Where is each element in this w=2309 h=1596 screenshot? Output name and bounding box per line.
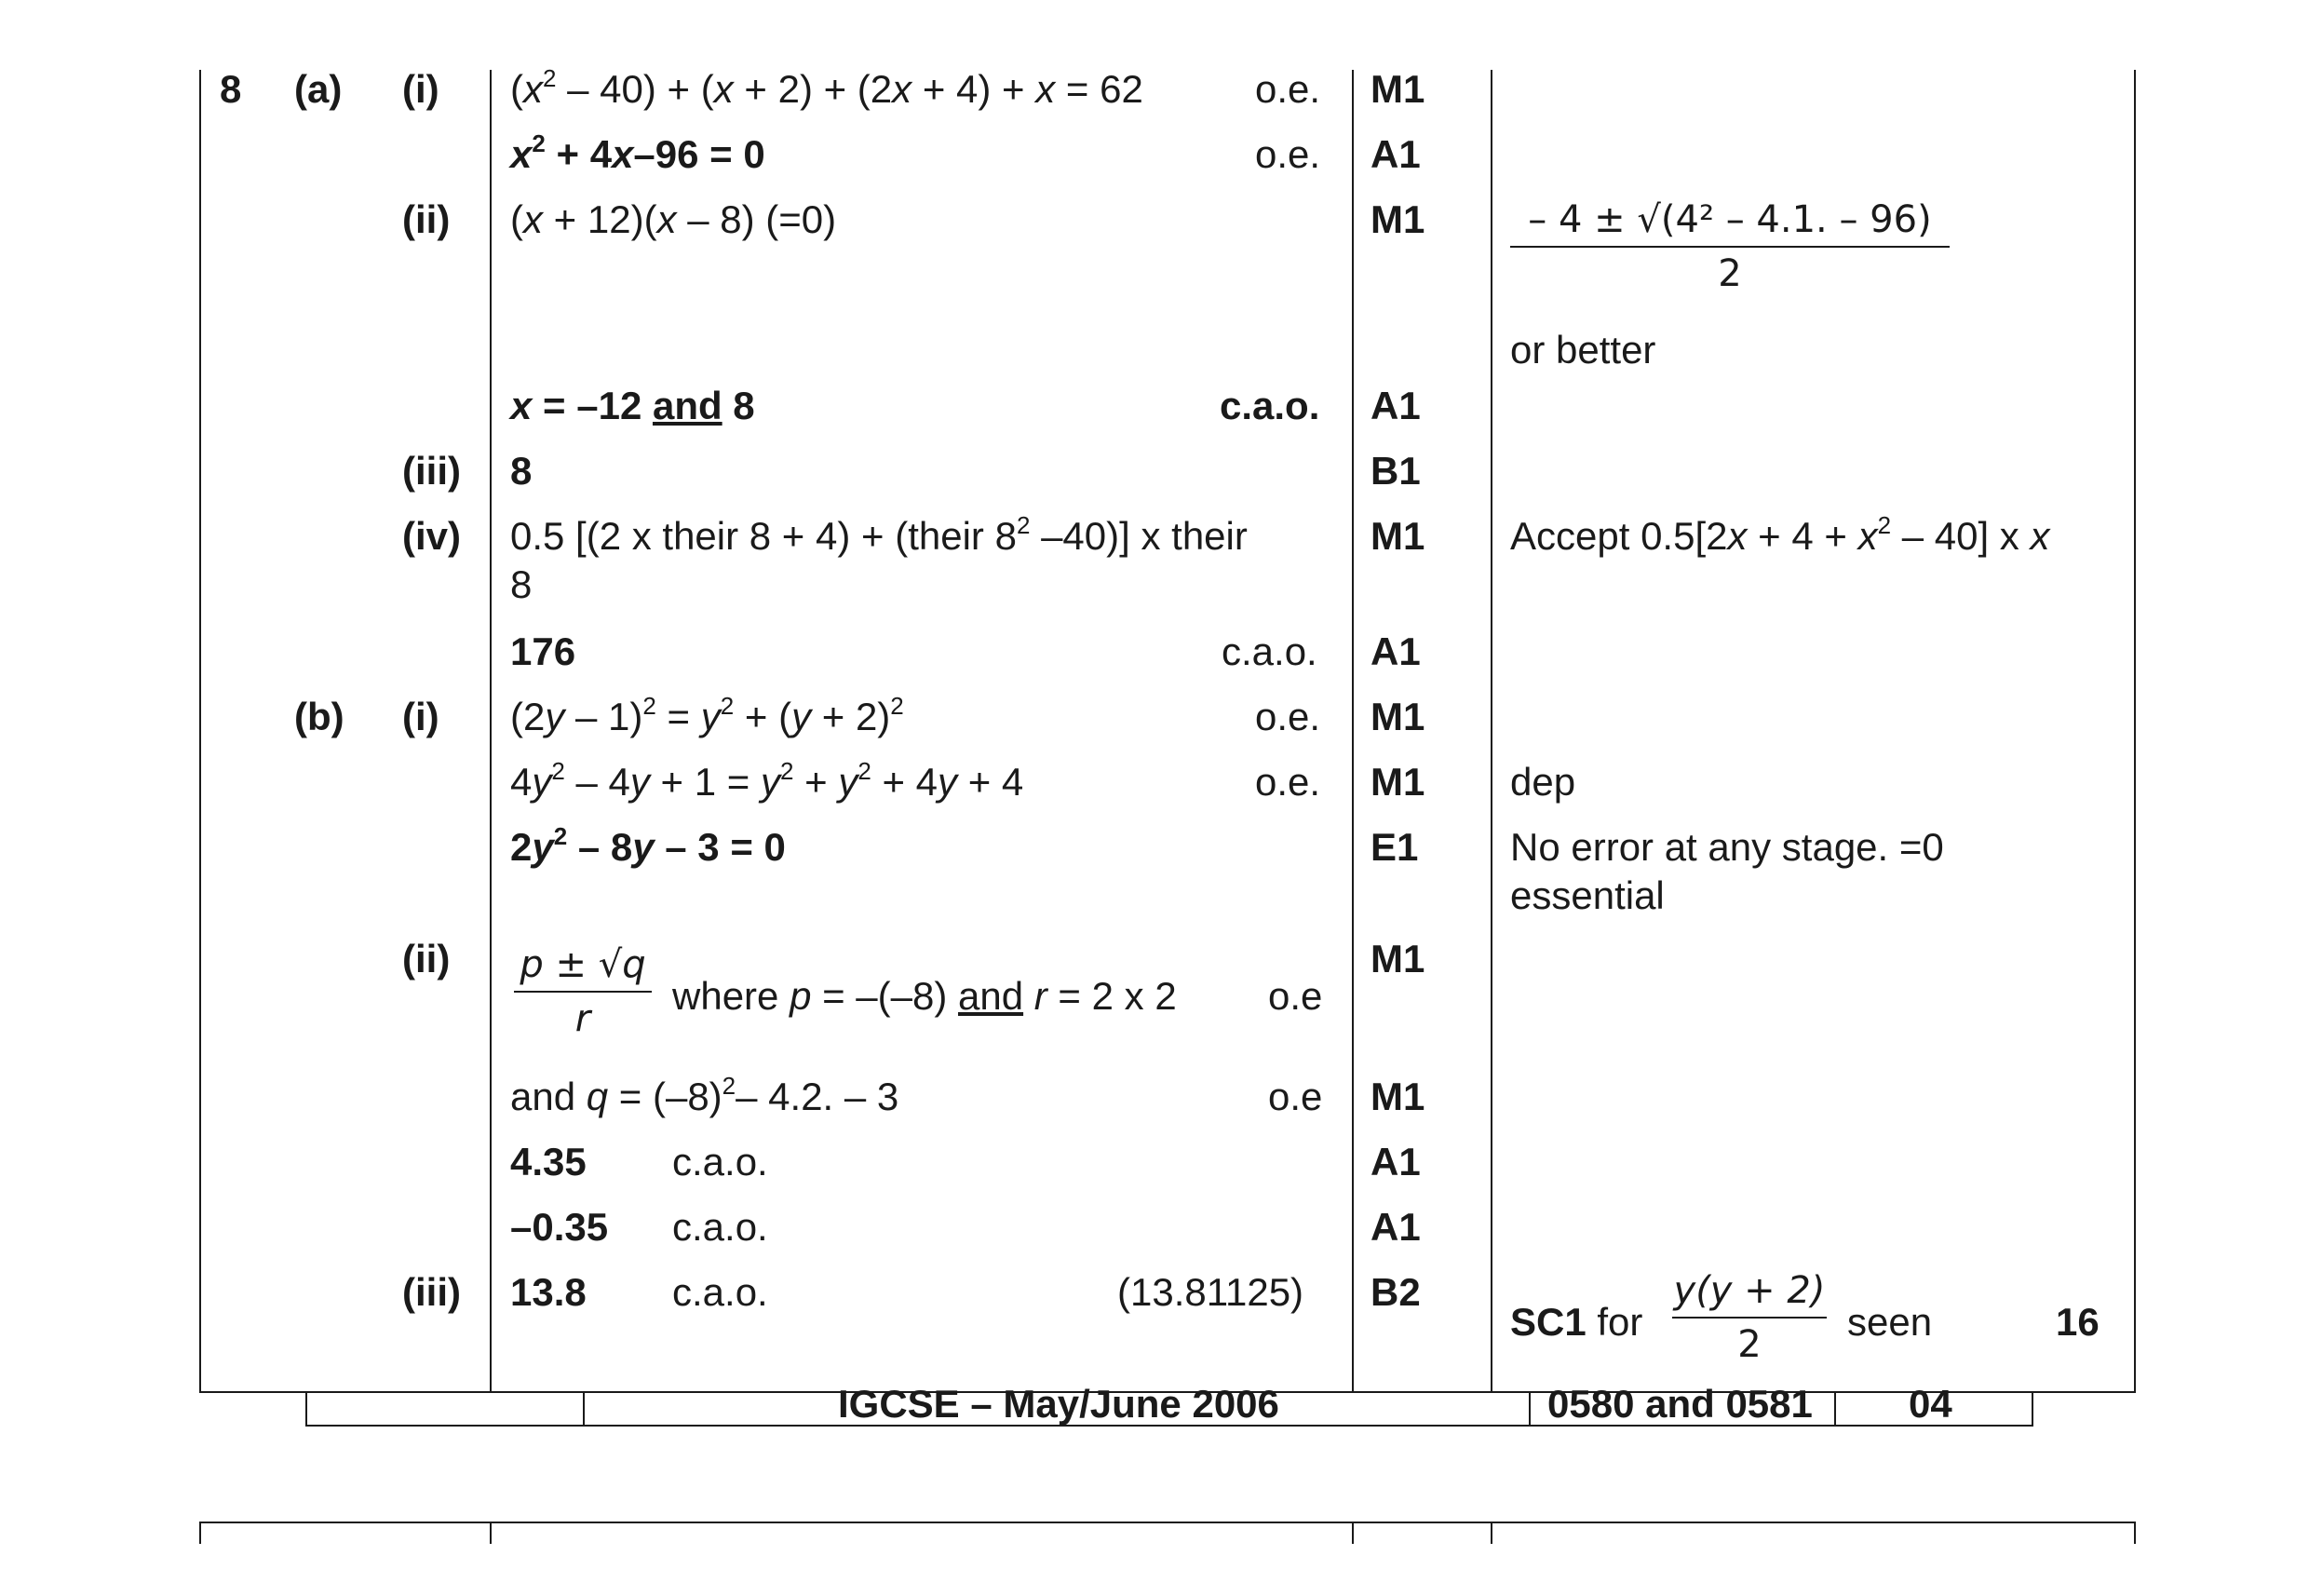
a-i-oe-2: o.e. [1255, 132, 1321, 176]
b-iii-special-case: SC1 for [1510, 1300, 1643, 1344]
b-ii-mark-2: M1 [1371, 1075, 1425, 1118]
a-ii-formula-numerator: – 4 ± √(4² – 4.1. – 96) [1528, 198, 1932, 241]
table-divider-2 [1352, 70, 1354, 1392]
a-i-simplified: $x^2 + 4x-96 = 0$ [510, 129, 765, 176]
b-iii-mark: B2 [1371, 1270, 1421, 1314]
a-iv-cao: c.a.o. [1222, 629, 1317, 673]
b-i-note-1: No error at any stage. =0 [1510, 825, 1944, 869]
b-i-expanded: $4y^2 - 4y + 1 = y^2 + y^2 + 4y + 4$ [510, 757, 1024, 804]
part-b-ii-label: (ii) [402, 937, 451, 981]
b-i-oe-2: o.e. [1255, 760, 1321, 804]
question-number: 8 [220, 67, 242, 111]
b-ii-formula-bar [514, 991, 652, 993]
footer-syllabus: 0580 and 0581 [1547, 1382, 1813, 1426]
footer-paper: 04 [1909, 1382, 1952, 1426]
a-ii-quadratic-formula [1510, 197, 1950, 296]
next-table-div-1 [490, 1522, 492, 1544]
a-ii-mark-1: M1 [1371, 197, 1425, 241]
b-ii-oe-1: o.e [1268, 974, 1323, 1018]
a-ii-cao: c.a.o. [1220, 384, 1320, 427]
next-table-left [199, 1522, 201, 1544]
part-a-i-label: (i) [402, 67, 439, 111]
b-i-dep-note: dep [1510, 760, 1576, 804]
a-iii-answer: 8 [510, 449, 533, 493]
b-iii-sc-fraction [1672, 1268, 1827, 1367]
b-ii-formula [514, 942, 652, 1041]
question-total: 16 [2056, 1300, 2100, 1344]
a-i-equation: $(x^2 - 40) + (x + 2) + (2x + 4) + x = 62$ [510, 64, 1143, 111]
b-ii-where-clause: where p = –(–8) and r = 2 x 2 [672, 974, 1177, 1018]
b-iii-sc-bar [1672, 1317, 1827, 1319]
a-ii-formula-bar [1510, 246, 1950, 248]
footer-divider-2 [1529, 1391, 1531, 1427]
table-right-border [2134, 70, 2136, 1392]
table-divider-1 [490, 70, 492, 1392]
b-ii-q-value: and $q = (-8)^2-$ 4.2. – 3 [510, 1072, 899, 1118]
part-a-label: (a) [294, 67, 343, 111]
b-iii-sc-numerator: y(y + 2) [1673, 1269, 1826, 1312]
b-ii-formula-numerator: p ± √q [520, 943, 646, 986]
a-iv-mark-1: M1 [1371, 514, 1425, 558]
a-iv-mark-2: A1 [1371, 629, 1421, 673]
b-i-note-2: essential [1510, 873, 1665, 917]
b-iii-sc-denominator: 2 [1737, 1323, 1762, 1366]
part-a-iv-label: (iv) [402, 514, 461, 558]
next-table-right [2134, 1522, 2136, 1544]
a-i-mark-1: M1 [1371, 67, 1425, 111]
b-iii-cao: c.a.o. [672, 1270, 768, 1314]
a-iv-working: 0.5 [(2 x their 8 + 4) + (their $8^2$ –40)] x their [510, 511, 1248, 558]
b-ii-answer-2: –0.35 [510, 1205, 609, 1249]
b-ii-mark-4: A1 [1371, 1205, 1421, 1249]
b-i-pythagoras: $(2y - 1)^2 = y^2 + (y + 2)^2$ [510, 692, 904, 738]
footer-divider-3 [1834, 1391, 1836, 1427]
b-i-result: $2y^2 - 8y - 3 = 0$ [510, 822, 786, 869]
b-ii-mark-1: M1 [1371, 937, 1425, 981]
a-ii-answer: x = –12 and 8 [510, 384, 755, 427]
a-ii-formula-denominator: 2 [1718, 252, 1742, 295]
next-table-div-3 [1491, 1522, 1492, 1544]
a-iv-note: Accept $0.5[2x + 4 + x^2 - 40]$ x x [1510, 511, 2050, 558]
b-ii-answer-1: 4.35 [510, 1140, 587, 1183]
a-iv-working-cont: 8 [510, 562, 533, 606]
part-a-ii-label: (ii) [402, 197, 451, 241]
a-i-oe-1: o.e. [1255, 67, 1321, 111]
b-iii-seen: seen [1847, 1300, 1933, 1344]
footer-title: IGCSE – May/June 2006 [838, 1382, 1279, 1426]
b-ii-cao-1: c.a.o. [672, 1140, 768, 1183]
a-i-mark-2: A1 [1371, 132, 1421, 176]
b-ii-mark-3: A1 [1371, 1140, 1421, 1183]
b-ii-formula-denominator: r [574, 997, 591, 1040]
b-ii-cao-2: c.a.o. [672, 1205, 768, 1249]
table-left-border [199, 70, 201, 1392]
table-divider-3 [1491, 70, 1492, 1392]
part-b-iii-label: (iii) [402, 1270, 461, 1314]
a-ii-mark-2: A1 [1371, 384, 1421, 427]
a-iii-mark: B1 [1371, 449, 1421, 493]
b-iii-exact-value: (13.81125) [1117, 1270, 1304, 1314]
b-i-mark-1: M1 [1371, 695, 1425, 738]
a-ii-factorised: (x + 12)(x – 8) (=0) [510, 197, 837, 241]
a-ii-or-better: or better [1510, 328, 1656, 372]
next-table-div-2 [1352, 1522, 1354, 1544]
footer-divider-1 [583, 1391, 585, 1427]
b-iii-answer: 13.8 [510, 1270, 587, 1314]
part-b-i-label: (i) [402, 695, 439, 738]
part-a-iii-label: (iii) [402, 449, 461, 493]
part-b-label: (b) [294, 695, 344, 738]
b-i-mark-3: E1 [1371, 825, 1419, 869]
b-ii-oe-2: o.e [1268, 1075, 1323, 1118]
b-i-mark-2: M1 [1371, 760, 1425, 804]
a-iv-answer: 176 [510, 629, 576, 673]
b-i-oe-1: o.e. [1255, 695, 1321, 738]
